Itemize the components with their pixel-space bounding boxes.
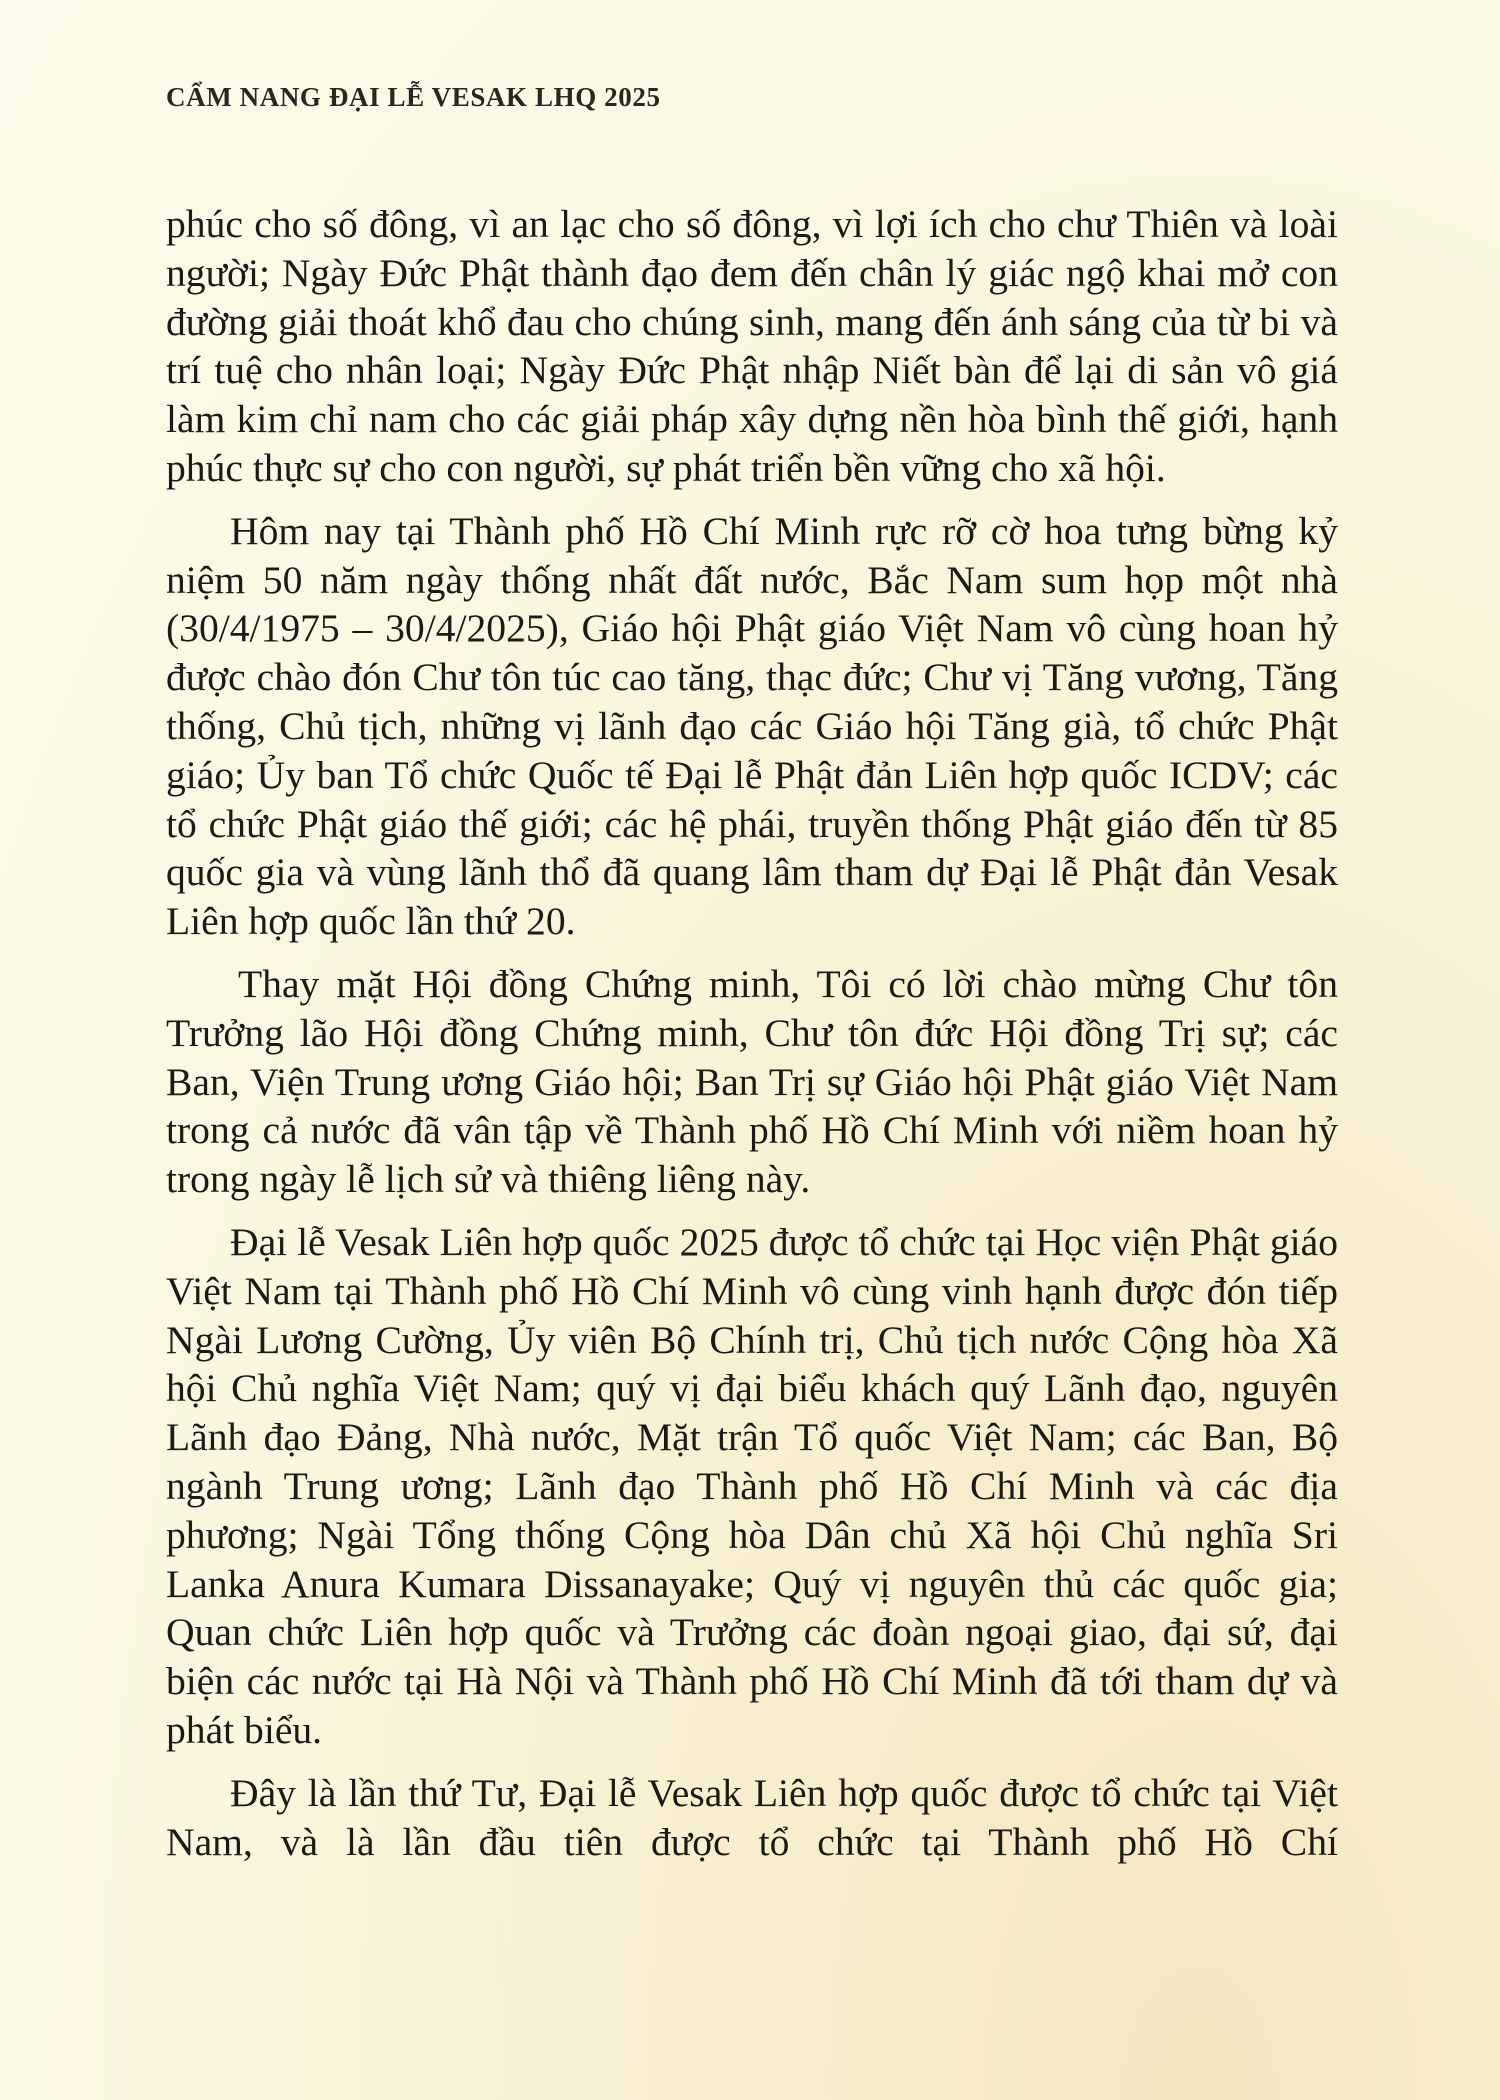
paragraph-fourth-time: Đây là lần thứ Tư, Đại lễ Vesak Liên hợp quốc được tổ chức tại Việt Nam, và là lần đầu tiên được tổ chức tại Thành phố Hồ Chí — [166, 1770, 1338, 1864]
paragraph-continued: phúc cho số đông, vì an lạc cho số đông, vì lợi ích cho chư Thiên và loài người; Ngày Đức Phật thành đạo đem đến chân lý giác ngộ khai mở con đường giải thoát khổ đau cho chúng sinh, mang đến ánh sáng của từ bi và trí tuệ cho nhân loại; Ngày Đức Phật nhập Niết bàn để lại di sản vô giá làm kim chỉ nam cho các giải pháp xây dựng nền hòa bình thế giới, hạnh phúc thực sự cho con người, sự phát triển bền vững cho xã hội. — [166, 202, 1338, 490]
paragraph-council-greeting: Thay mặt Hội đồng Chứng minh, Tôi có lời chào mừng Chư tôn Trưởng lão Hội đồng Chứng minh, Chư tôn đức Hội đồng Trị sự; các Ban, Viện Trung ương Giáo hội; Ban Trị sự Giáo hội Phật giáo Việt Nam trong cả nước đã vân tập về Thành phố Hồ Chí Minh với niềm hoan hỷ trong ngày lễ lịch sử và thiêng liêng này. — [166, 961, 1338, 1202]
paragraph-welcome-hcmc: Hôm nay tại Thành phố Hồ Chí Minh rực rỡ cờ hoa tưng bừng kỷ niệm 50 năm ngày thống nhất đất nước, Bắc Nam sum họp một nhà (30/4/1975 – 30/4/2025), Giáo hội Phật giáo Việt Nam vô cùng hoan hỷ được chào đón Chư tôn túc cao tăng, thạc đức; Chư vị Tăng vương, Tăng thống, Chủ tịch, những vị lãnh đạo các Giáo hội Tăng già, tổ chức Phật giáo; Ủy ban Tổ chức Quốc tế Đại lễ Phật đản Liên hợp quốc ICDV; các tổ chức Phật giáo thế giới; các hệ phái, truyền thống Phật giáo đến từ 85 quốc gia và vùng lãnh thổ đã quang lâm tham dự Đại lễ Phật đản Vesak Liên hợp quốc lần thứ 20. — [166, 508, 1338, 944]
running-header: CẨM NANG ĐẠI LỄ VESAK LHQ 2025 — [166, 82, 661, 112]
body-text — [166, 200, 1338, 1880]
paragraph-dignitaries: Đại lễ Vesak Liên hợp quốc 2025 được tổ chức tại Học viện Phật giáo Việt Nam tại Thành phố Hồ Chí Minh vô cùng vinh hạnh được đón tiếp Ngài Lương Cường, Ủy viên Bộ Chính trị, Chủ tịch nước Cộng hòa Xã hội Chủ nghĩa Việt Nam; quý vị đại biểu khách quý Lãnh đạo, nguyên Lãnh đạo Đảng, Nhà nước, Mặt trận Tổ quốc Việt Nam; các Ban, Bộ ngành Trung ương; Lãnh đạo Thành phố Hồ Chí Minh và các địa phương; Ngài Tổng thống Cộng hòa Dân chủ Xã hội Chủ nghĩa Sri Lanka Anura Kumara Dissanayake; Quý vị nguyên thủ các quốc gia; Quan chức Liên hợp quốc và Trưởng các đoàn ngoại giao, đại sứ, đại biện các nước tại Hà Nội và Thành phố Hồ Chí Minh đã tới tham dự và phát biểu. — [166, 1219, 1338, 1752]
